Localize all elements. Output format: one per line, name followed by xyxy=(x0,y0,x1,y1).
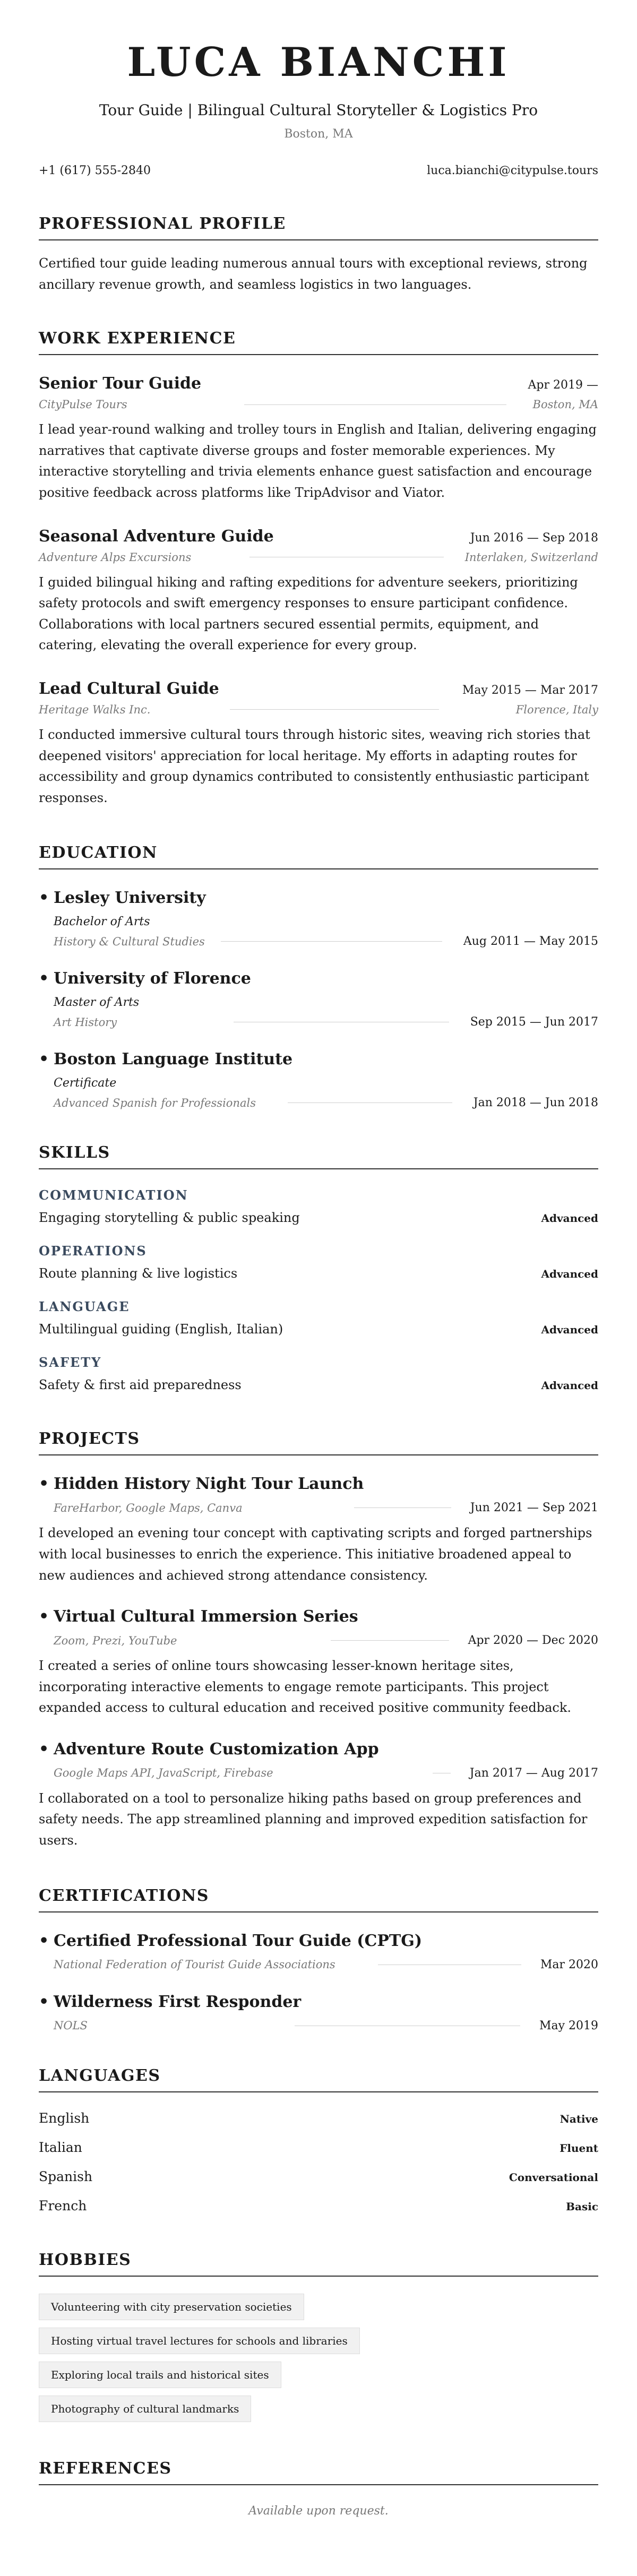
degree: Master of Arts xyxy=(54,996,140,1010)
job-entry xyxy=(39,679,598,808)
language-row xyxy=(39,2110,598,2126)
education-list xyxy=(39,889,598,1109)
job-company: CityPulse Tours xyxy=(39,398,127,411)
education-entry xyxy=(39,889,598,948)
job-company: Heritage Walks Inc. xyxy=(39,703,151,716)
language-name: Spanish xyxy=(39,2168,93,2184)
project-tools: FareHarbor, Google Maps, Canva xyxy=(54,1501,243,1514)
job-title: Seasonal Adventure Guide xyxy=(39,527,274,546)
language-name: English xyxy=(39,2110,90,2126)
job-dates: Jun 2016 — Sep 2018 xyxy=(470,531,598,545)
certification-entry xyxy=(39,1932,598,1971)
language-name: Italian xyxy=(39,2139,82,2155)
tagline: Tour Guide | Bilingual Cultural Storyteller & Logistics Pro xyxy=(99,101,538,119)
hobby-tag: Volunteering with city preservation societies xyxy=(39,2294,304,2320)
project-dates: Jan 2017 — Aug 2017 xyxy=(469,1766,598,1780)
degree: Bachelor of Arts xyxy=(54,915,150,929)
school-name: • University of Florence xyxy=(54,969,251,988)
project-description: I collaborated on a tool to personalize hiking paths based on group preferences and safety needs. The app streamlined planning and improved expedition satisfaction for users. xyxy=(39,1790,588,1848)
education-entry xyxy=(39,969,598,1029)
contact-row xyxy=(39,164,598,177)
job-description: I guided bilingual hiking and rafting expeditions for adventure seekers, prioritizing safety protocols and swift emergency responses to ensure participant confidence. Collaborations with local partners secured essential permits, equipment, and catering, elevating the overall experience for every group. xyxy=(39,574,578,653)
skill-group xyxy=(39,1187,598,1225)
candidate-name: LUCA BIANCHI xyxy=(127,39,510,85)
profile-section xyxy=(39,214,598,295)
certification-issuer: National Federation of Tourist Guide Associations xyxy=(54,1958,335,1971)
education-dates: Aug 2011 — May 2015 xyxy=(463,935,598,949)
dotted-leader xyxy=(354,1507,451,1508)
project-tools: Google Maps API, JavaScript, Firebase xyxy=(54,1767,273,1780)
field-of-study: Advanced Spanish for Professionals xyxy=(54,1096,256,1109)
skill-category: SAFETY xyxy=(39,1355,102,1371)
field-of-study: History & Cultural Studies xyxy=(54,935,205,948)
location: Boston, MA xyxy=(284,127,353,141)
references-text: Available upon request. xyxy=(248,2504,389,2518)
projects-section xyxy=(39,1429,598,1851)
hobby-tag: Exploring local trails and historical sites xyxy=(39,2362,281,2388)
project-description: I developed an evening tour concept with captivating scripts and forged partnerships with local businesses to enrich the experience. This initiative broadened appeal to new audiences and achieved strong attendance consistency. xyxy=(39,1526,592,1583)
project-entry xyxy=(39,1740,598,1851)
project-list xyxy=(39,1475,598,1851)
section-title: REFERENCES xyxy=(39,2459,598,2485)
dotted-leader xyxy=(221,941,442,942)
section-title: WORK EXPERIENCE xyxy=(39,329,598,355)
section-title: SKILLS xyxy=(39,1143,598,1169)
certification-date: May 2019 xyxy=(539,2019,598,2032)
language-level: Native xyxy=(559,2112,598,2125)
skill-group xyxy=(39,1299,598,1337)
section-title: LANGUAGES xyxy=(39,2066,598,2092)
skills-section xyxy=(39,1143,598,1392)
project-entry xyxy=(39,1607,598,1719)
language-list xyxy=(39,2110,598,2213)
languages-section xyxy=(39,2066,598,2213)
certification-name: • Certified Professional Tour Guide (CPTG) xyxy=(54,1931,423,1950)
certification-date: Mar 2020 xyxy=(540,1958,598,1971)
project-entry xyxy=(39,1475,598,1586)
job-location: Boston, MA xyxy=(532,398,598,411)
certification-entry xyxy=(39,1993,598,2032)
language-level: Conversational xyxy=(509,2170,598,2184)
skill-level: Advanced xyxy=(541,1323,598,1337)
language-level: Basic xyxy=(566,2200,598,2213)
job-location: Interlaken, Switzerland xyxy=(464,550,598,564)
job-description: I lead year-round walking and trolley tours in English and Italian, delivering engaging narratives that captivate diverse groups and foster memorable experiences. My interactive storytelling and trivia elements enhance guest satisfaction and encourage positive feedback across platforms like TripAdvisor and Viator. xyxy=(39,422,597,500)
job-title: Lead Cultural Guide xyxy=(39,679,219,698)
skill-category: LANGUAGE xyxy=(39,1299,130,1315)
dotted-leader xyxy=(331,1640,449,1641)
references-section xyxy=(39,2459,598,2518)
skill-category: COMMUNICATION xyxy=(39,1187,188,1203)
section-title: PROFESSIONAL PROFILE xyxy=(39,214,598,240)
degree: Certificate xyxy=(54,1076,117,1090)
dotted-leader xyxy=(230,709,438,710)
education-section xyxy=(39,843,598,1109)
hobby-tag: Photography of cultural landmarks xyxy=(39,2396,251,2422)
job-company: Adventure Alps Excursions xyxy=(39,550,192,564)
skill-group xyxy=(39,1243,598,1281)
school-name: • Boston Language Institute xyxy=(54,1050,293,1069)
section-title: PROJECTS xyxy=(39,1429,598,1455)
job-description: I conducted immersive cultural tours through historic sites, weaving rich stories that deepened visitors' appreciation for local heritage. My efforts in adapting routes for accessibility and group dynamics contributed to consistently enthusiastic participant responses. xyxy=(39,727,590,805)
certification-issuer: NOLS xyxy=(54,2019,88,2032)
language-name: French xyxy=(39,2198,87,2213)
certification-name: • Wilderness First Responder xyxy=(54,1992,302,2011)
project-name: • Adventure Route Customization App xyxy=(54,1739,379,1759)
job-title: Senior Tour Guide xyxy=(39,374,202,393)
language-row xyxy=(39,2198,598,2213)
section-title: EDUCATION xyxy=(39,843,598,869)
skill-category: OPERATIONS xyxy=(39,1243,147,1259)
profile-text: Certified tour guide leading numerous annual tours with exceptional reviews, strong ancillary revenue growth, and seamless logistics in two languages. xyxy=(39,256,588,292)
project-dates: Jun 2021 — Sep 2021 xyxy=(470,1501,598,1515)
skill-name: Multilingual guiding (English, Italian) xyxy=(39,1322,283,1337)
field-of-study: Art History xyxy=(54,1015,117,1029)
skill-group xyxy=(39,1355,598,1392)
dotted-leader xyxy=(288,1102,452,1103)
education-dates: Jan 2018 — Jun 2018 xyxy=(473,1096,598,1110)
hobby-tags xyxy=(39,2294,410,2422)
skill-name: Safety & first aid preparedness xyxy=(39,1377,242,1393)
education-entry xyxy=(39,1050,598,1109)
school-name: • Lesley University xyxy=(54,889,206,908)
section-title: CERTIFICATIONS xyxy=(39,1886,598,1912)
job-entry xyxy=(39,374,598,503)
education-dates: Sep 2015 — Jun 2017 xyxy=(470,1015,598,1029)
job-location: Florence, Italy xyxy=(515,703,598,716)
skill-name: Route planning & live logistics xyxy=(39,1266,238,1281)
work-section xyxy=(39,329,598,808)
project-description: I created a series of online tours showcasing lesser-known heritage sites, incorporating interactive elements to engage remote participants. This project expanded access to cultural education and received positive community feedback. xyxy=(39,1658,571,1716)
section-title: HOBBIES xyxy=(39,2251,598,2277)
certification-list xyxy=(39,1932,598,2032)
hobbies-section xyxy=(39,2251,598,2422)
project-name: • Hidden History Night Tour Launch xyxy=(54,1475,364,1494)
skill-level: Advanced xyxy=(541,1379,598,1392)
hobby-tag: Hosting virtual travel lectures for schools and libraries xyxy=(39,2328,360,2354)
phone[interactable]: +1 (617) 555-2840 xyxy=(39,164,151,177)
language-row xyxy=(39,2169,598,2184)
job-dates: May 2015 — Mar 2017 xyxy=(462,683,598,697)
project-dates: Apr 2020 — Dec 2020 xyxy=(468,1634,598,1648)
skill-level: Advanced xyxy=(541,1212,598,1225)
email[interactable]: luca.bianchi@citypulse.tours xyxy=(427,164,598,177)
job-dates: Apr 2019 — xyxy=(528,378,598,392)
skill-name: Engaging storytelling & public speaking xyxy=(39,1210,300,1226)
certifications-section xyxy=(39,1886,598,2032)
language-row xyxy=(39,2140,598,2155)
job-entry xyxy=(39,527,598,656)
dotted-leader xyxy=(244,404,506,405)
language-level: Fluent xyxy=(559,2141,598,2155)
skill-level: Advanced xyxy=(541,1268,598,1281)
project-tools: Zoom, Prezi, YouTube xyxy=(54,1634,177,1647)
project-name: • Virtual Cultural Immersion Series xyxy=(54,1607,358,1626)
